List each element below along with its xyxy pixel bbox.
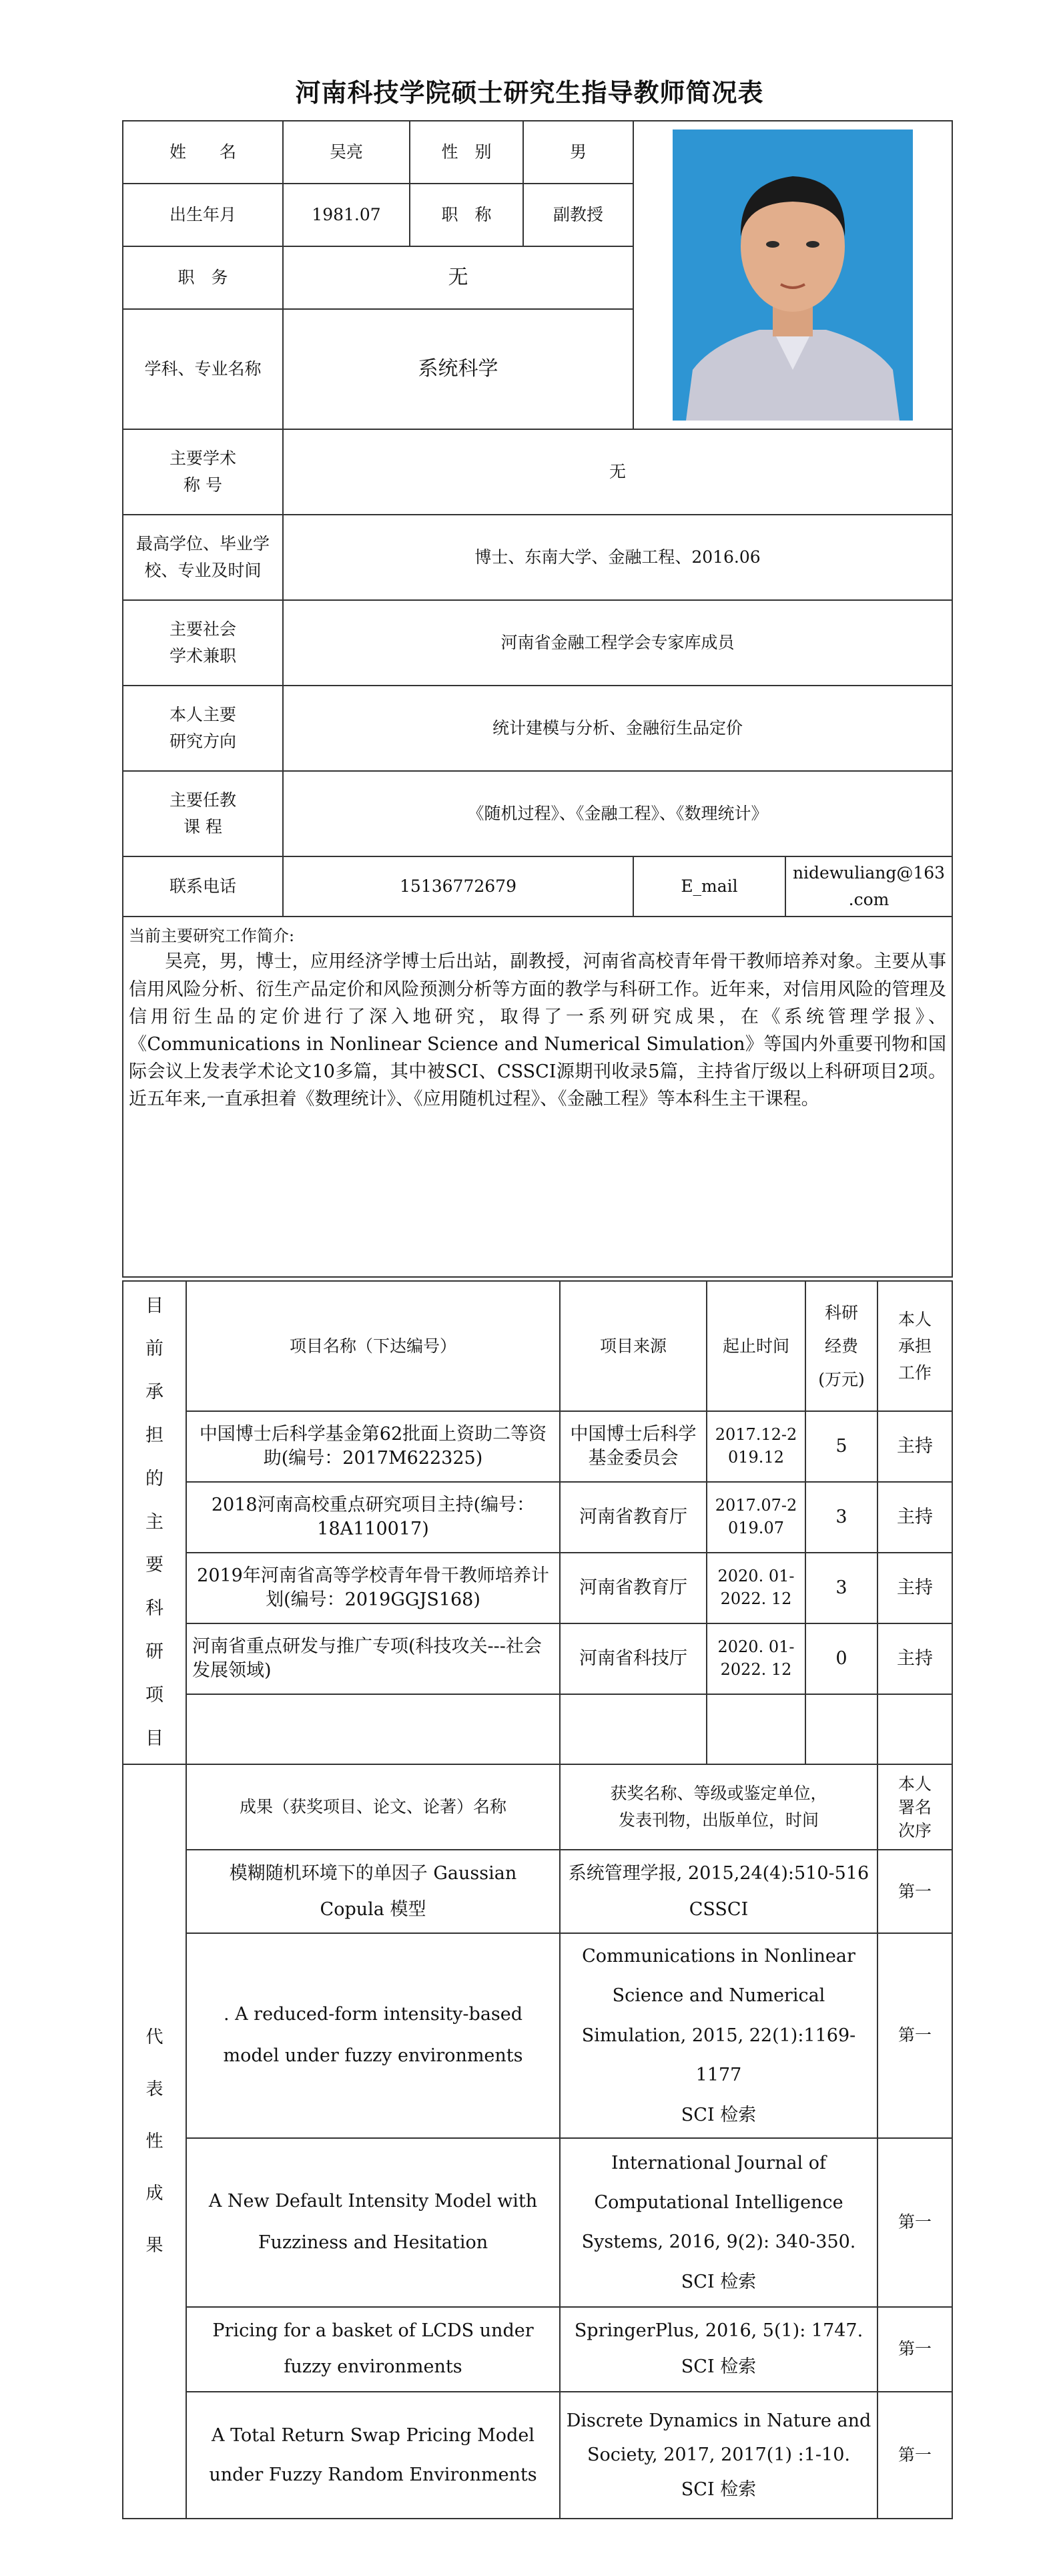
portrait-photo — [673, 130, 913, 421]
table-row — [123, 1623, 952, 1694]
name-value: 吴亮 — [283, 121, 410, 184]
page-title: 河南科技学院硕士研究生指导教师简况表 — [295, 78, 764, 107]
project-funding: 5 — [805, 1411, 877, 1482]
table-row — [123, 2138, 952, 2307]
profile-table — [122, 120, 953, 1278]
achievement-order: 第一 — [877, 2138, 952, 2307]
project-name: 2018河南高校重点研究项目主持(编号：18A110017) — [186, 1482, 560, 1553]
project-period: 2020. 01-2022. 12 — [707, 1553, 805, 1623]
achievement-order: 第一 — [877, 2307, 952, 2392]
projects-header-name: 项目名称（下达编号） — [186, 1281, 560, 1411]
project-role: 主持 — [877, 1623, 952, 1694]
project-period: 2020. 01-2022. 12 — [707, 1623, 805, 1694]
table-row — [123, 1553, 952, 1623]
intro-body: 吴亮，男，博士，应用经济学博士后出站，副教授，河南省高校青年骨干教师培养对象。主要从事信用风险分析、衍生产品定价和风险预测分析等方面的教学与科研工作。近年来，对信用风险的管理及信用衍生品的定价进行了深入地研究，取得了一系列研究成果，在《系统管理学报》、《Communications in Nonlinear Science and Numerical Simulation》等国内外重要刊物和国际会议上发表学术论文10多篇，其中被SCI、CSSCI源期刊收录5篇，主持省厅级以上科研项目2项。近五年来,一直承担着《数理统计》、《应用随机过程》、《金融工程》等本科生主干课程。 — [129, 951, 947, 1109]
achievement-venue: Communications in Nonlinear Science and Numerical Simulation, 2015, 22(1):1169-1177 SCI 检索 — [560, 1933, 877, 2138]
degree-value: 博士、东南大学、金融工程、2016.06 — [283, 515, 952, 600]
courses-value: 《随机过程》、《金融工程》、《数理统计》 — [283, 771, 952, 856]
achievement-order: 第一 — [877, 1933, 952, 2138]
table-row — [123, 2392, 952, 2519]
research-intro — [123, 917, 952, 1277]
project-source: 河南省教育厅 — [560, 1553, 707, 1623]
achievement-venue: International Journal of Computational Intelligence Systems, 2016, 9(2): 340-350. SCI 检索 — [560, 2138, 877, 2307]
intro-heading: 当前主要研究工作简介: — [129, 927, 295, 945]
projects-achievements-table — [122, 1280, 953, 2519]
achievement-venue: Discrete Dynamics in Nature and Society, 2017, 2017(1) :1-10. SCI 检索 — [560, 2392, 877, 2519]
courses-label: 主要任教 课 程 — [123, 771, 283, 856]
achievement-name: . A reduced-form intensity-based model under fuzzy environments — [186, 1933, 560, 2138]
position-value: 无 — [283, 246, 633, 309]
phone-label: 联系电话 — [123, 856, 283, 917]
projects-header-funding: 科研 经费 (万元) — [805, 1281, 877, 1411]
table-row — [123, 1933, 952, 2138]
achievements-side-label: 代 表 性 成 果 — [123, 1764, 186, 2519]
achievement-order: 第一 — [877, 2392, 952, 2519]
achievement-name: A New Default Intensity Model with Fuzziness and Hesitation — [186, 2138, 560, 2307]
project-funding: 3 — [805, 1482, 877, 1553]
table-row — [123, 1850, 952, 1933]
achievements-header-venue: 获奖名称、等级或鉴定单位， 发表刊物，出版单位，时间 — [560, 1764, 877, 1850]
project-role: 主持 — [877, 1482, 952, 1553]
position-label: 职 务 — [123, 246, 283, 309]
project-funding: 0 — [805, 1623, 877, 1694]
project-role: 主持 — [877, 1411, 952, 1482]
achievement-venue: SpringerPlus, 2016, 5(1): 1747. SCI 检索 — [560, 2307, 877, 2392]
social-value: 河南省金融工程学会专家库成员 — [283, 600, 952, 686]
achievements-header-name: 成果（获奖项目、论文、论著）名称 — [186, 1764, 560, 1850]
research-label: 本人主要 研究方向 — [123, 686, 283, 771]
rank-label: 职 称 — [410, 184, 523, 246]
academic-title-label: 主要学术 称 号 — [123, 429, 283, 515]
phone-value: 15136772679 — [283, 856, 633, 917]
achievement-name: Pricing for a basket of LCDS under fuzzy environments — [186, 2307, 560, 2392]
project-name: 中国博士后科学基金第62批面上资助二等资助(编号：2017M622325) — [186, 1411, 560, 1482]
email-value: nidewuliang@163.com — [785, 856, 952, 917]
project-source: 河南省科技厅 — [560, 1623, 707, 1694]
achievement-name: A Total Return Swap Pricing Model under Fuzzy Random Environments — [186, 2392, 560, 2519]
projects-header-source: 项目来源 — [560, 1281, 707, 1411]
table-row — [123, 2307, 952, 2392]
table-row — [123, 1411, 952, 1482]
project-role: 主持 — [877, 1553, 952, 1623]
academic-title-value: 无 — [283, 429, 952, 515]
project-funding: 3 — [805, 1553, 877, 1623]
table-row — [123, 1482, 952, 1553]
email-label: E_mail — [633, 856, 785, 917]
achievement-venue: 系统管理学报, 2015,24(4):510-516 CSSCI — [560, 1850, 877, 1933]
birth-label: 出生年月 — [123, 184, 283, 246]
project-name: 2019年河南省高等学校青年骨干教师培养计划(编号：2019GGJS168) — [186, 1553, 560, 1623]
birth-value: 1981.07 — [283, 184, 410, 246]
gender-label: 性 别 — [410, 121, 523, 184]
rank-value: 副教授 — [523, 184, 633, 246]
table-row-empty — [123, 1694, 952, 1764]
projects-header-role: 本人 承担 工作 — [877, 1281, 952, 1411]
achievements-header-order: 本人 署名 次序 — [877, 1764, 952, 1850]
projects-header-period: 起止时间 — [707, 1281, 805, 1411]
social-label: 主要社会 学术兼职 — [123, 600, 283, 686]
project-source: 河南省教育厅 — [560, 1482, 707, 1553]
achievement-name: 模糊随机环境下的单因子 Gaussian Copula 模型 — [186, 1850, 560, 1933]
projects-side-label: 目 前 承 担 的 主 要 科 研 项 目 — [123, 1281, 186, 1764]
photo-cell — [633, 121, 952, 429]
research-value: 统计建模与分析、金融衍生品定价 — [283, 686, 952, 771]
discipline-label: 学科、专业名称 — [123, 309, 283, 429]
project-name: 河南省重点研发与推广专项(科技攻关---社会发展领域) — [186, 1623, 560, 1694]
achievement-order: 第一 — [877, 1850, 952, 1933]
project-period: 2017.12-2019.12 — [707, 1411, 805, 1482]
project-source: 中国博士后科学基金委员会 — [560, 1411, 707, 1482]
name-label: 姓 名 — [123, 121, 283, 184]
discipline-value: 系统科学 — [283, 309, 633, 429]
degree-label: 最高学位、毕业学 校、专业及时间 — [123, 515, 283, 600]
project-period: 2017.07-2019.07 — [707, 1482, 805, 1553]
portrait-icon — [673, 130, 913, 421]
gender-value: 男 — [523, 121, 633, 184]
